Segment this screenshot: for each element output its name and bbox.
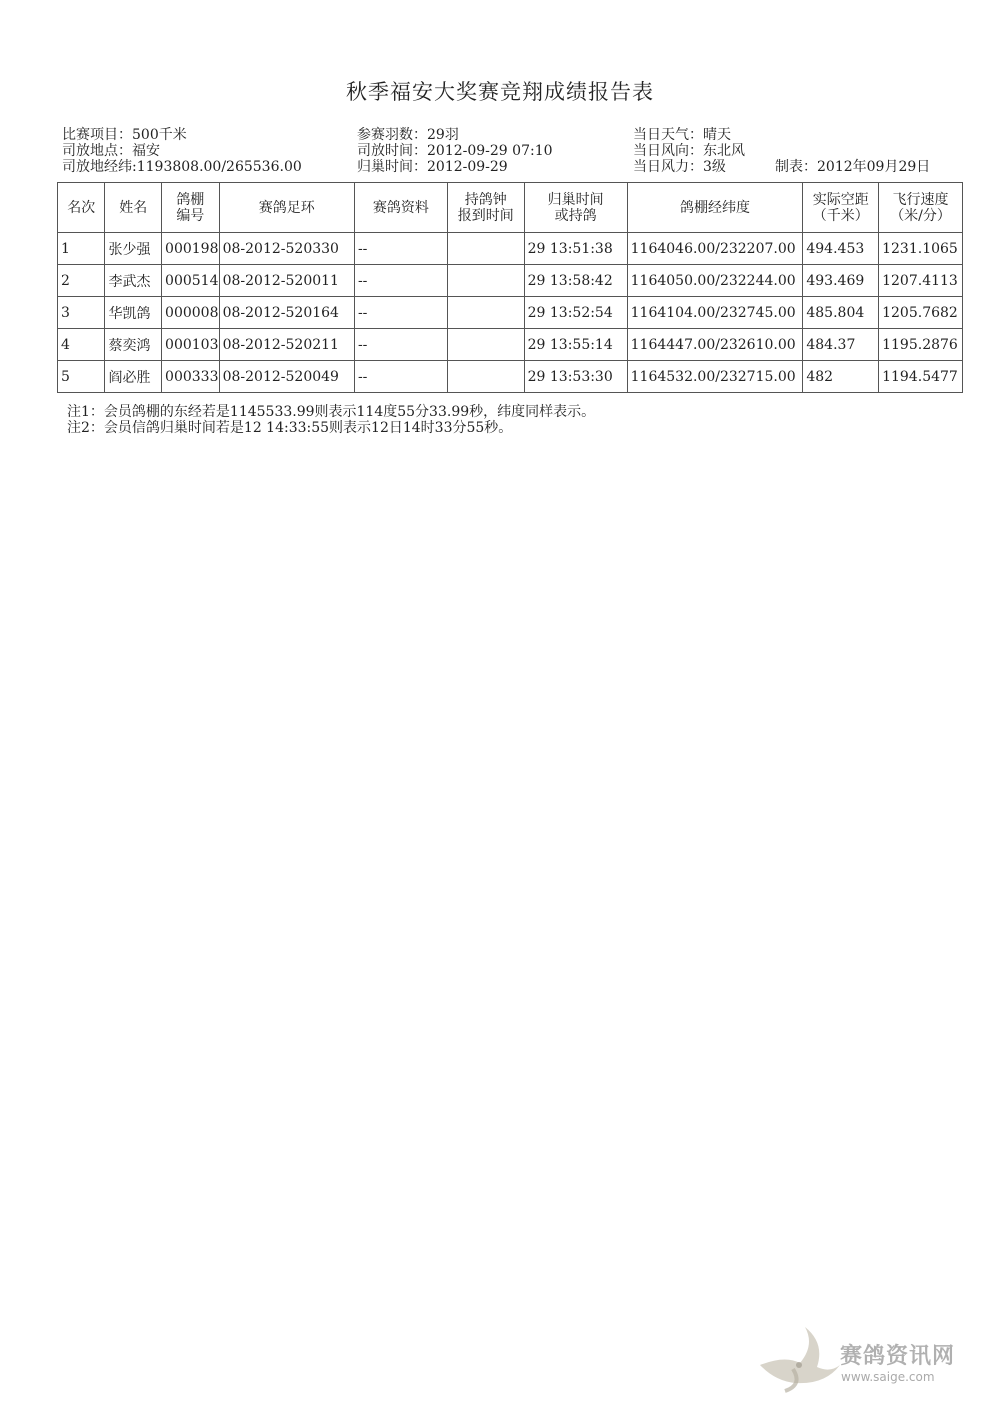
info-column-3 xyxy=(633,127,745,175)
cell-pigeon-info: -- xyxy=(354,297,447,329)
cell-rank: 1 xyxy=(58,233,105,265)
cell-name: 张少强 xyxy=(105,233,162,265)
cell-clock-time xyxy=(447,329,524,361)
info-wind-force: 当日风力：3级 xyxy=(633,159,726,175)
cell-distance: 493.469 xyxy=(803,265,879,297)
cell-clock-time xyxy=(447,297,524,329)
cell-loft-coords: 1164447.00/232610.00 xyxy=(627,329,803,361)
info-release-coords: 司放地经纬:1193808.00/265536.00 xyxy=(62,159,302,175)
header-rank: 名次 xyxy=(58,183,105,233)
cell-speed: 1194.5477 xyxy=(879,361,963,393)
cell-return-time: 29 13:51:38 xyxy=(524,233,627,265)
cell-ring: 08-2012-520049 xyxy=(219,361,354,393)
cell-speed: 1195.2876 xyxy=(879,329,963,361)
header-loft-no: 鸽棚 编号 xyxy=(162,183,220,233)
cell-return-time: 29 13:55:14 xyxy=(524,329,627,361)
info-weather: 当日天气：晴天 xyxy=(633,127,731,143)
info-return-time: 归巢时间：2012-09-29 xyxy=(357,159,508,175)
info-wind-direction: 当日风向：东北风 xyxy=(633,143,745,159)
cell-distance: 494.453 xyxy=(803,233,879,265)
cell-loft-no: 000103 xyxy=(162,329,220,361)
cell-return-time: 29 13:53:30 xyxy=(524,361,627,393)
header-clock-time: 持鸽钟 报到时间 xyxy=(447,183,524,233)
watermark-text: 赛鸽资讯网 xyxy=(840,1344,956,1369)
info-column-1 xyxy=(62,127,302,175)
cell-rank: 4 xyxy=(58,329,105,361)
header-loft-coords: 鸽棚经纬度 xyxy=(627,183,803,233)
table-header-row xyxy=(58,183,963,233)
table-row xyxy=(58,329,963,361)
cell-name: 李武杰 xyxy=(105,265,162,297)
cell-rank: 3 xyxy=(58,297,105,329)
watermark-url: www.saige.com xyxy=(841,1370,935,1384)
cell-loft-coords: 1164050.00/232244.00 xyxy=(627,265,803,297)
notes xyxy=(67,404,595,436)
cell-speed: 1205.7682 xyxy=(879,297,963,329)
header-distance: 实际空距 （千米） xyxy=(803,183,879,233)
table-row xyxy=(58,297,963,329)
report-title: 秋季福安大奖赛竞翔成绩报告表 xyxy=(346,80,654,104)
cell-speed: 1231.1065 xyxy=(879,233,963,265)
table-row xyxy=(58,361,963,393)
header-speed: 飞行速度 （米/分） xyxy=(879,183,963,233)
info-race-item: 比赛项目：500千米 xyxy=(62,127,187,143)
info-made-date: 制表：2012年09月29日 xyxy=(775,159,931,175)
cell-ring: 08-2012-520211 xyxy=(219,329,354,361)
pigeon-logo-icon xyxy=(755,1325,845,1395)
results-table xyxy=(57,182,963,393)
note-2: 注2：会员信鸽归巢时间若是12 14:33:55则表示12日14时33分55秒。 xyxy=(67,420,513,436)
note-1: 注1：会员鸽棚的东经若是1145533.99则表示114度55分33.99秒，纬度同样表示。 xyxy=(67,404,596,420)
cell-loft-coords: 1164046.00/232207.00 xyxy=(627,233,803,265)
table-row xyxy=(58,265,963,297)
table-row xyxy=(58,233,963,265)
cell-clock-time xyxy=(447,265,524,297)
cell-distance: 484.37 xyxy=(803,329,879,361)
cell-return-time: 29 13:52:54 xyxy=(524,297,627,329)
watermark xyxy=(755,1325,970,1395)
header-name: 姓名 xyxy=(105,183,162,233)
cell-ring: 08-2012-520164 xyxy=(219,297,354,329)
cell-name: 华凯鸽 xyxy=(105,297,162,329)
header-pigeon-info: 赛鸽资料 xyxy=(354,183,447,233)
cell-pigeon-info: -- xyxy=(354,265,447,297)
cell-name: 阎必胜 xyxy=(105,361,162,393)
header-ring: 赛鸽足环 xyxy=(219,183,354,233)
cell-loft-coords: 1164104.00/232745.00 xyxy=(627,297,803,329)
cell-clock-time xyxy=(447,233,524,265)
cell-loft-no: 000514 xyxy=(162,265,220,297)
cell-pigeon-info: -- xyxy=(354,233,447,265)
cell-ring: 08-2012-520011 xyxy=(219,265,354,297)
cell-name: 蔡奕鸿 xyxy=(105,329,162,361)
info-entries: 参赛羽数：29羽 xyxy=(357,127,459,143)
cell-pigeon-info: -- xyxy=(354,361,447,393)
cell-ring: 08-2012-520330 xyxy=(219,233,354,265)
cell-loft-coords: 1164532.00/232715.00 xyxy=(627,361,803,393)
cell-loft-no: 000008 xyxy=(162,297,220,329)
info-release-place: 司放地点：福安 xyxy=(62,143,160,159)
cell-loft-no: 000333 xyxy=(162,361,220,393)
cell-pigeon-info: -- xyxy=(354,329,447,361)
cell-distance: 485.804 xyxy=(803,297,879,329)
cell-speed: 1207.4113 xyxy=(879,265,963,297)
header-return-time: 归巢时间 或持鸽 xyxy=(524,183,627,233)
info-column-2 xyxy=(357,127,553,175)
info-release-time: 司放时间：2012-09-29 07:10 xyxy=(357,143,553,159)
cell-distance: 482 xyxy=(803,361,879,393)
cell-clock-time xyxy=(447,361,524,393)
cell-rank: 5 xyxy=(58,361,105,393)
cell-loft-no: 000198 xyxy=(162,233,220,265)
cell-return-time: 29 13:58:42 xyxy=(524,265,627,297)
cell-rank: 2 xyxy=(58,265,105,297)
